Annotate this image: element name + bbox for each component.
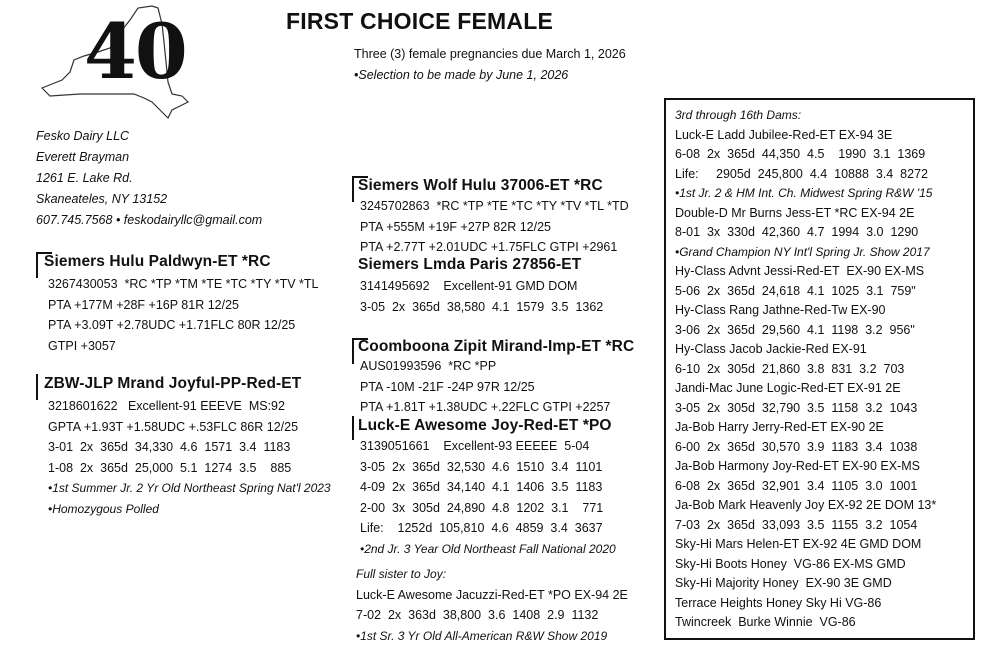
sire-of-dam-info-line: PTA +1.81T +1.38UDC +.22FLC GTPI +2257 bbox=[360, 400, 611, 415]
subtitle-selection-note: •Selection to be made by June 1, 2026 bbox=[354, 68, 569, 82]
dam-row: 6-08 2x 365d 32,901 3.4 1105 3.0 1001 bbox=[675, 478, 918, 493]
sire-info-line: PTA +3.09T +2.78UDC +1.71FLC 80R 12/25 bbox=[48, 318, 296, 333]
sire-of-dam-info-line: AUS01993596 *RC *PP bbox=[360, 359, 497, 373]
dam-of-dam-info-line: Life: 1252d 105,810 4.6 4859 3.4 3637 bbox=[360, 521, 603, 536]
grandsire-info bbox=[360, 196, 629, 258]
pedigree-bracket bbox=[352, 416, 354, 440]
granddam-info-line: 3141495692 Excellent-91 GMD DOM bbox=[360, 279, 578, 293]
dam-row: 3-05 2x 305d 32,790 3.5 1158 3.2 1043 bbox=[675, 400, 918, 415]
dam-row: 8-01 3x 330d 42,360 4.7 1994 3.0 1290 bbox=[675, 225, 919, 239]
dam-row: 6-00 2x 365d 30,570 3.9 1183 3.4 1038 bbox=[675, 439, 918, 454]
dam-row: Life: 2905d 245,800 4.4 10888 3.4 8272 bbox=[675, 166, 928, 181]
dam-row: Hy-Class Rang Jathne-Red-Tw EX-90 bbox=[675, 303, 886, 317]
dam-row: Ja-Bob Harry Jerry-Red-ET EX-90 2E bbox=[675, 420, 884, 434]
dam-of-dam-info-line: 3139051661 Excellent-93 EEEEE 5-04 bbox=[360, 439, 590, 453]
dam-row: Terrace Heights Honey Sky Hi VG-86 bbox=[675, 595, 882, 610]
full-sister-note: •1st Sr. 3 Yr Old All-American R&W Show 2019 bbox=[356, 628, 608, 643]
dam-info-line: 3-01 2x 365d 34,330 4.6 1571 3.4 1183 bbox=[48, 440, 291, 455]
dam-row: Jandi-Mac June Logic-Red-ET EX-91 2E bbox=[675, 381, 901, 395]
full-sister-label: Full sister to Joy: bbox=[356, 567, 447, 581]
contact-phone-email: 607.745.7568 • feskodairyllc@gmail.com bbox=[36, 213, 263, 227]
dam-row: 6-10 2x 305d 21,860 3.8 831 3.2 703 bbox=[675, 361, 905, 376]
grandsire-info-line: 3245702863 *RC *TP *TE *TC *TY *TV *TL *TD bbox=[360, 199, 629, 213]
sire-of-dam-info-line: PTA -10M -21F -24P 97R 12/25 bbox=[360, 379, 535, 394]
grandsire-info-line: PTA +2.77T +2.01UDC +1.75FLC GTPI +2961 bbox=[360, 240, 618, 255]
dam-row: Luck-E Ladd Jubilee-Red-ET EX-94 3E bbox=[675, 127, 893, 142]
grandsire-info-line: PTA +555M +19F +27P 82R 12/25 bbox=[360, 219, 551, 234]
dams-list bbox=[675, 106, 936, 633]
sire-info-line: 3267430053 *RC *TP *TM *TE *TC *TY *TV *TL bbox=[48, 277, 319, 291]
dams-box bbox=[664, 98, 975, 640]
dam-row: 5-06 2x 365d 24,618 4.1 1025 3.1 759" bbox=[675, 283, 916, 298]
dam-row: Sky-Hi Boots Honey VG-86 EX-MS GMD bbox=[675, 556, 906, 571]
dam-info-line: GPTA +1.93T +1.58UDC +.53FLC 86R 12/25 bbox=[48, 419, 299, 434]
dam-of-dam-info bbox=[360, 436, 616, 560]
sire-of-dam-name: Coomboona Zipit Mirand-Imp-ET *RC bbox=[358, 338, 635, 355]
dam-row: Sky-Hi Mars Helen-ET EX-92 4E GMD DOM bbox=[675, 537, 922, 551]
contact-name: Everett Brayman bbox=[36, 150, 130, 164]
dam-of-dam-note: •2nd Jr. 3 Year Old Northeast Fall National 2020 bbox=[360, 541, 616, 556]
dam-note: •Homozygous Polled bbox=[48, 501, 159, 516]
dam-row: 7-03 2x 365d 33,093 3.5 1155 3.2 1054 bbox=[675, 517, 918, 532]
page-title: FIRST CHOICE FEMALE bbox=[286, 8, 554, 34]
contact-city: Skaneateles, NY 13152 bbox=[36, 192, 168, 206]
dam-row: Hy-Class Advnt Jessi-Red-ET EX-90 EX-MS bbox=[675, 264, 925, 278]
consignor-contact bbox=[36, 126, 262, 231]
dam-note: •1st Summer Jr. 2 Yr Old Northeast Spring Nat'l 2023 bbox=[48, 481, 331, 496]
pedigree-bracket bbox=[36, 374, 38, 400]
lot-number: 40 bbox=[84, 7, 186, 96]
sire-info-line: PTA +177M +28F +16P 81R 12/25 bbox=[48, 297, 239, 312]
dam-of-dam-info-line: 4-09 2x 365d 34,140 4.1 1406 3.5 1183 bbox=[360, 480, 603, 495]
contact-street: 1261 E. Lake Rd. bbox=[36, 171, 133, 185]
granddam-info bbox=[360, 276, 603, 317]
dam-of-dam-info-line: 3-05 2x 365d 32,530 4.6 1510 3.4 1101 bbox=[360, 459, 603, 474]
full-sister-line: Luck-E Awesome Jacuzzi-Red-ET *PO EX-94 2E bbox=[356, 587, 628, 602]
dam-row: 6-08 2x 365d 44,350 4.5 1990 3.1 1369 bbox=[675, 147, 926, 161]
dam-note: •1st Jr. 2 & HM Int. Ch. Midwest Spring R&W '15 bbox=[675, 186, 933, 200]
grandsire-name: Siemers Wolf Hulu 37006-ET *RC bbox=[358, 177, 603, 194]
dam-row: Hy-Class Jacob Jackie-Red EX-91 bbox=[675, 342, 867, 356]
sire-of-dam-info bbox=[360, 356, 610, 418]
dam-row: 3-06 2x 365d 29,560 4.1 1198 3.2 956" bbox=[675, 322, 915, 337]
granddam-name: Siemers Lmda Paris 27856-ET bbox=[358, 256, 582, 273]
dam-info-line: 3218601622 Excellent-91 EEEVE MS:92 bbox=[48, 399, 285, 413]
dam-of-dam-name: Luck-E Awesome Joy-Red-ET *PO bbox=[358, 417, 612, 434]
pedigree-bracket bbox=[36, 252, 38, 278]
pedigree-bracket bbox=[352, 176, 354, 202]
sire-info bbox=[48, 274, 318, 356]
pedigree-bracket bbox=[352, 338, 354, 364]
contact-farm: Fesko Dairy LLC bbox=[36, 129, 130, 143]
dam-info bbox=[48, 396, 331, 520]
dam-row: Twincreek Burke Winnie VG-86 bbox=[675, 615, 856, 629]
subtitle-due-date: Three (3) female pregnancies due March 1, 2026 bbox=[354, 47, 626, 61]
dam-name: ZBW-JLP Mrand Joyful-PP-Red-ET bbox=[44, 375, 302, 392]
sire-name: Siemers Hulu Paldwyn-ET *RC bbox=[44, 253, 271, 270]
granddam-info-line: 3-05 2x 365d 38,580 4.1 1579 3.5 1362 bbox=[360, 299, 604, 314]
dam-info-line: 1-08 2x 365d 25,000 5.1 1274 3.5 885 bbox=[48, 460, 292, 475]
full-sister-line: 7-02 2x 363d 38,800 3.6 1408 2.9 1132 bbox=[356, 608, 599, 623]
dam-of-dam-info-line: 2-00 3x 305d 24,890 4.8 1202 3.1 771 bbox=[360, 500, 604, 515]
dams-header: 3rd through 16th Dams: bbox=[675, 108, 802, 122]
full-sister-section bbox=[356, 564, 628, 646]
dam-row: Double-D Mr Burns Jess-ET *RC EX-94 2E bbox=[675, 205, 915, 220]
sire-info-line: GTPI +3057 bbox=[48, 338, 116, 353]
dam-note: •Grand Champion NY Int'l Spring Jr. Show 2017 bbox=[675, 244, 930, 259]
dam-row: Sky-Hi Majority Honey EX-90 3E GMD bbox=[675, 576, 892, 590]
dam-row: Ja-Bob Harmony Joy-Red-ET EX-90 EX-MS bbox=[675, 459, 920, 473]
dam-row: Ja-Bob Mark Heavenly Joy EX-92 2E DOM 13* bbox=[675, 498, 937, 512]
